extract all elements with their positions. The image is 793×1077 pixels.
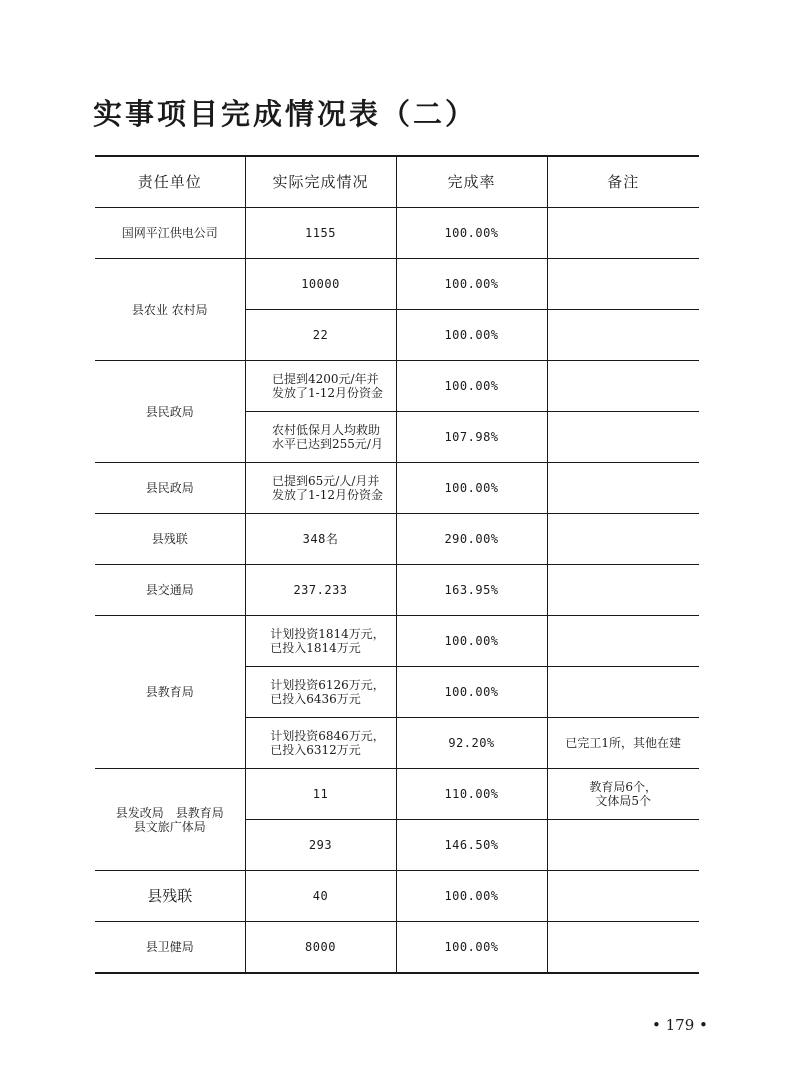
actual-cell: 348名	[245, 514, 396, 565]
actual-cell	[245, 463, 396, 514]
actual-cell: 293	[245, 820, 396, 871]
rate-cell: 100.00%	[396, 208, 547, 259]
note-cell	[547, 310, 699, 361]
projects-table	[95, 155, 699, 974]
note-cell	[547, 514, 699, 565]
unit-cell: 县教育局	[95, 616, 245, 769]
actual-cell	[245, 361, 396, 412]
header-rate: 完成率	[396, 156, 547, 208]
header-note: 备注	[547, 156, 699, 208]
note-cell	[547, 871, 699, 922]
actual-cell: 1155	[245, 208, 396, 259]
actual-line-2: 发放了1-12月份资金	[272, 386, 383, 400]
note-line-1: 教育局6个，	[589, 780, 658, 794]
unit-cell: 县卫健局	[95, 922, 245, 973]
unit-cell: 县民政局	[95, 361, 245, 463]
actual-cell: 10000	[245, 259, 396, 310]
rate-cell: 100.00%	[396, 310, 547, 361]
rate-cell: 163.95%	[396, 565, 547, 616]
actual-line-2: 已投入1814万元	[270, 641, 361, 655]
unit-line-2: 县文旅广体局	[133, 819, 206, 834]
table-row	[95, 769, 699, 820]
rate-cell: 100.00%	[396, 259, 547, 310]
actual-line-1: 计划投资6846万元，	[270, 729, 385, 743]
actual-cell	[245, 718, 396, 769]
note-cell	[547, 769, 699, 820]
actual-line-1: 农村低保月人均救助	[272, 423, 381, 437]
rate-cell: 92.20%	[396, 718, 547, 769]
rate-cell: 100.00%	[396, 616, 547, 667]
rate-cell: 100.00%	[396, 871, 547, 922]
unit-cell: 县残联	[95, 871, 245, 922]
rate-cell: 110.00%	[396, 769, 547, 820]
unit-cell: 县残联	[95, 514, 245, 565]
table-header-row	[95, 156, 699, 208]
rate-cell: 290.00%	[396, 514, 547, 565]
note-cell	[547, 616, 699, 667]
unit-cell: 国网平江供电公司	[95, 208, 245, 259]
header-actual: 实际完成情况	[245, 156, 396, 208]
actual-line-2: 已投入6312万元	[270, 743, 361, 757]
table-row	[95, 514, 699, 565]
unit-cell: 县交通局	[95, 565, 245, 616]
actual-line-2: 已投入6436万元	[270, 692, 361, 706]
note-cell	[547, 412, 699, 463]
actual-line-1: 已提到65元/人/月并	[272, 474, 380, 488]
unit-line-1: 县发改局 县教育局	[115, 805, 224, 820]
note-line-2: 文体局5个	[595, 794, 652, 808]
table-row	[95, 616, 699, 667]
table-row	[95, 565, 699, 616]
rate-cell: 146.50%	[396, 820, 547, 871]
actual-cell: 40	[245, 871, 396, 922]
note-cell: 已完工1所，其他在建	[547, 718, 699, 769]
unit-cell	[95, 769, 245, 871]
note-cell	[547, 820, 699, 871]
actual-cell: 8000	[245, 922, 396, 973]
actual-line-2: 水平已达到255元/月	[272, 437, 383, 451]
table-row	[95, 922, 699, 973]
actual-cell	[245, 616, 396, 667]
rate-cell: 100.00%	[396, 361, 547, 412]
note-cell	[547, 259, 699, 310]
note-cell	[547, 565, 699, 616]
unit-cell: 县农业 农村局	[95, 259, 245, 361]
unit-cell: 县民政局	[95, 463, 245, 514]
actual-line-1: 已提到4200元/年并	[272, 372, 379, 386]
note-cell	[547, 208, 699, 259]
rate-cell: 100.00%	[396, 463, 547, 514]
table-row	[95, 259, 699, 310]
page-title: 实事项目完成情况表（二）	[93, 97, 478, 131]
note-cell	[547, 922, 699, 973]
rate-cell: 100.00%	[396, 922, 547, 973]
table-row	[95, 361, 699, 412]
table-row	[95, 463, 699, 514]
actual-cell: 237.233	[245, 565, 396, 616]
note-cell	[547, 463, 699, 514]
table-row	[95, 208, 699, 259]
note-cell	[547, 667, 699, 718]
actual-line-1: 计划投资6126万元，	[270, 678, 385, 692]
table-row	[95, 871, 699, 922]
actual-cell: 22	[245, 310, 396, 361]
header-unit: 责任单位	[95, 156, 245, 208]
page-number: • 179 •	[652, 1016, 708, 1034]
actual-cell: 11	[245, 769, 396, 820]
rate-cell: 100.00%	[396, 667, 547, 718]
rate-cell: 107.98%	[396, 412, 547, 463]
actual-line-2: 发放了1-12月份资金	[272, 488, 383, 502]
actual-line-1: 计划投资1814万元，	[270, 627, 385, 641]
actual-cell	[245, 667, 396, 718]
note-cell	[547, 361, 699, 412]
actual-cell	[245, 412, 396, 463]
